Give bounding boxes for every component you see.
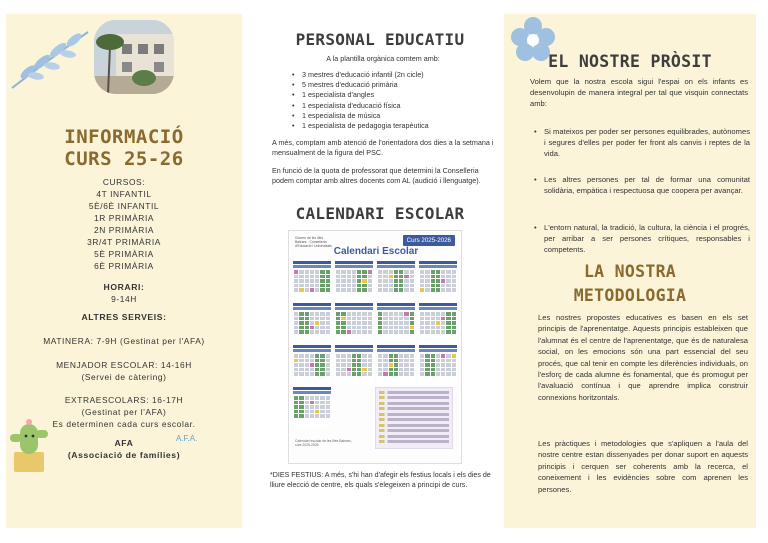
- staff-intro: A la plantilla orgànica comtem amb:: [326, 54, 440, 63]
- list-item: • 1 especialista d'educació física: [292, 101, 492, 111]
- calendar-image-title: Calendari Escolar: [333, 246, 419, 257]
- calendar-badge: Curs 2025-2026: [403, 235, 455, 246]
- calendar-month: [293, 303, 331, 343]
- list-item: • 1 especialista d'angles: [292, 90, 492, 100]
- list-item: • 3 mestres d'educació infantil (2n cicle): [292, 70, 492, 80]
- staff-paragraph-1: A més, comptam amb atenció de l'orientadora dos dies a la setmana i mensualment de la figura del PSC.: [272, 138, 494, 158]
- course-item: 1R PRIMÀRIA: [93, 213, 155, 223]
- afa-heading: AFA: [114, 438, 134, 448]
- schedule-value: 9-14H: [111, 294, 137, 304]
- lunch-note: (Servei de càtering): [81, 372, 167, 382]
- course-item: 2N PRIMÀRIA: [93, 225, 155, 235]
- calendar-image: [288, 230, 462, 464]
- calendar-month: [377, 261, 415, 301]
- purpose-bullet-2: • Les altres persones per tal de formar una comunitat solidària, empàtica i respectuosa que coopera per avançar.: [544, 174, 750, 196]
- course-item: 5È/6È INFANTIL: [88, 201, 160, 211]
- calendar-month: [335, 303, 373, 343]
- calendar-footer: Calendari escolar de les Illes Balears, curs 2025-2026: [295, 439, 352, 448]
- purpose-bullet-3: • L'entorn natural, la tradició, la cultura, la ciència i el progrés, per arribar a ser persones crítiques, responsables i competents.: [544, 222, 750, 256]
- morning-service: MATINERA: 7-9H (Gestinat per l'AFA): [43, 336, 205, 346]
- afa-logo: A.F.A.: [176, 434, 198, 443]
- courses-heading: CURSOS:: [102, 177, 146, 187]
- calendar-month: [293, 387, 331, 427]
- holidays-note: *DIES FESTIUS: A més, s'hi han d'afegir els festius locals i els dies de lliure elecció de centre, els quals s'elegeixen a principi de curs.: [270, 471, 491, 490]
- info-title-line2: CURS 25-26: [64, 148, 184, 170]
- purpose-intro: Volem que la nostra escola sigui l'espai on els infants es desenvolupin de manera integral per tal que visquin connectats amb:: [530, 77, 748, 108]
- staff-calendar-panel: [262, 14, 498, 528]
- course-item: 3R/4T PRIMÀRIA: [87, 237, 161, 247]
- schedule-heading: HORARI:: [103, 282, 145, 292]
- list-item: • 5 mestres d'educació primària: [292, 80, 492, 90]
- calendar-month: [293, 261, 331, 301]
- info-title-line1: INFORMACIÓ: [64, 126, 184, 148]
- list-item: • 1 especialista de música: [292, 111, 492, 121]
- list-item: • 1 especialista de pedagogia terapèutica: [292, 121, 492, 131]
- staff-list: [292, 70, 492, 131]
- afa-name: (Associació de famílies): [67, 450, 181, 460]
- extra-service: EXTRAESCOLARS: 16-17H: [64, 395, 184, 405]
- calendar-month: [335, 261, 373, 301]
- calendar-month: [419, 303, 457, 343]
- staff-title: PERSONAL EDUCATIU: [295, 30, 465, 49]
- method-title-line2: METODOLOGIA: [573, 286, 687, 305]
- course-item: 6È PRIMÀRIA: [94, 261, 154, 271]
- purpose-bullet-1: • Si mateixos per poder ser persones equilibrades, autònomes i segures d'elles per poder fer front als canvis i reptes de la vida.: [544, 126, 750, 160]
- method-paragraph-2: Les pràctiques i metodologies que s'apliquen a l'aula del nostre centre estan dissenyades per donar suport en aquests principis i cerquen ser coherents amb la recerca, el coneixement i les evidències sobre com aprenen les persones.: [538, 439, 748, 494]
- calendar-month: [419, 261, 457, 301]
- purpose-title: EL NOSTRE PRÒSIT: [548, 52, 712, 71]
- cactus-icon: [6, 416, 52, 474]
- services-heading: ALTRES SERVEIS:: [81, 312, 167, 322]
- extra-detail: Es determinen cada curs escolar.: [52, 419, 196, 429]
- course-item: 5È PRIMÀRIA: [94, 249, 154, 259]
- method-title-line1: LA NOSTRA: [583, 262, 677, 281]
- leaf-branch-icon: [8, 26, 92, 92]
- calendar-title: CALENDARI ESCOLAR: [295, 204, 465, 223]
- extra-note: (Gestinat per l'AFA): [81, 407, 167, 417]
- calendar-month: [377, 303, 415, 343]
- lunch-service: MENJADOR ESCOLAR: 14-16H: [56, 360, 192, 370]
- staff-paragraph-2: En funció de la quota de professorat que determini la Conselleria podem comptar amb altres docents com AL (audició i llenguatge).: [272, 166, 481, 186]
- school-building-photo: [94, 20, 174, 94]
- calendar-month: [377, 345, 415, 385]
- method-paragraph-1: Les nostres propostes educatives es basen en els set principis de l'aprenentatge. Aquests principis estableixen que l'alumnat és el centre de l'aprenentatge, que és de naturalesa social, on les emocions són una part essencial del seu procés, que cal tenir en compte les diferències individuals, on l'esforç de cada alumne és fonamental, que és promogut per l'avaluació contínua i que aprendre implica construir connexions horitzontals.: [538, 313, 748, 402]
- calendar-month: [419, 345, 457, 385]
- info-panel: [6, 14, 242, 528]
- calendar-month: [293, 345, 331, 385]
- calendar-org: Govern de les Illes Balears · Conselleria d'Educació i Universitats: [295, 236, 332, 248]
- purpose-method-panel: [504, 14, 756, 528]
- calendar-month: [335, 345, 373, 385]
- course-item: 4T INFANTIL: [96, 189, 152, 199]
- calendar-legend: [375, 387, 453, 449]
